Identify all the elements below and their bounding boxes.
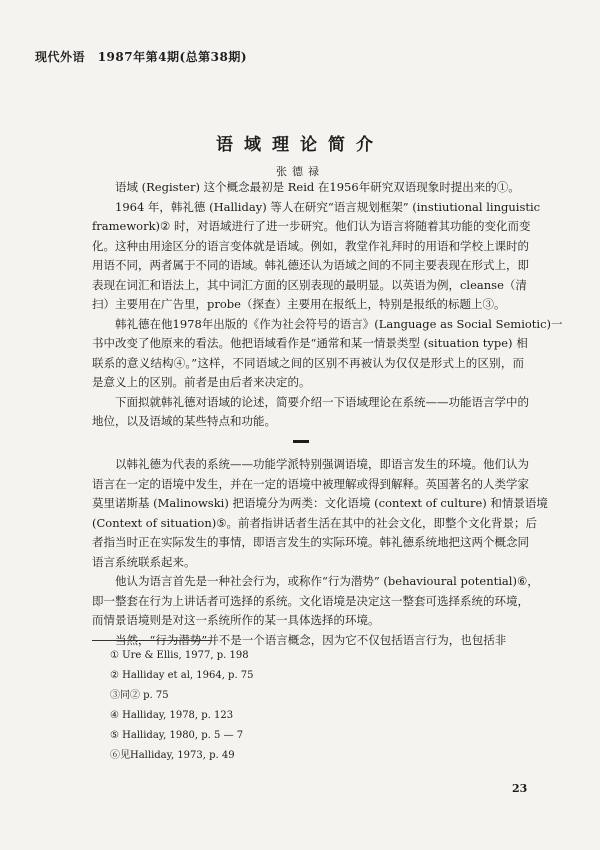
text-line: framework)② 时，对语域进行了进一步研究。他们认为语言将随着其功能的变化而变 bbox=[92, 219, 531, 233]
text-line: 以韩礼德为代表的系统——功能学派特别强调语境，即语言发生的环境。他们认为 bbox=[92, 457, 529, 471]
issue-info: 1987年第4期(总第38期) bbox=[97, 50, 248, 64]
text-line: 扫）主要用在广告里，probe（探查）主要用在报纸上，特别是报纸的标题上③。 bbox=[92, 297, 506, 311]
text-line: 化。这种由用途区分的语言变体就是语域。例如，教堂作礼拜时的用语和学校上课时的 bbox=[92, 238, 529, 253]
text-line: 联系的意义结构④。”这样，不同语域之间的区别不再被认为仅仅是形式上的区别，而 bbox=[92, 355, 524, 370]
footnote: ④ Halliday, 1978, p. 123 bbox=[110, 710, 234, 721]
article-title: 语域理论简介 bbox=[216, 135, 384, 155]
text-line: 表现在词汇和语法上，其中词汇方面的区别表现的最明显。以英语为例，cleanse（清 bbox=[92, 277, 527, 292]
article-author: 张德禄 bbox=[276, 165, 324, 178]
section-marker bbox=[293, 440, 309, 443]
footnote: ⑤ Halliday, 1980, p. 5 — 7 bbox=[110, 730, 244, 741]
text-line: 即一整套在行为上讲话者可选择的系统。文化语境是决定这一整套可选择系统的环境， bbox=[92, 593, 529, 608]
footnote: ② Halliday et al, 1964, p. 75 bbox=[110, 670, 254, 681]
text-line: 书中改变了他原来的看法。他把语域看作是“通常和某一情景类型 (situation type) 相 bbox=[92, 336, 528, 350]
text-line: 而情景语境则是对这一系统所作的某一具体选择的环境。 bbox=[92, 613, 380, 627]
footnote-rule bbox=[92, 640, 212, 641]
text-line: 者指当时正在实际发生的事情，即语言发生的实际环境。韩礼德系统地把这两个概念同 bbox=[92, 535, 529, 549]
running-header bbox=[35, 48, 255, 65]
text-line: 是意义上的区别。前者是由后者来决定的。 bbox=[92, 375, 311, 389]
text-line: 韩礼德在他1978年出版的《作为社会符号的语言》(Language as Social Semiotic)一 bbox=[92, 316, 563, 331]
text-line: 当然，“行为潜势”并不是一个语言概念，因为它不仅包括语言行为，也包括非 bbox=[92, 632, 507, 647]
text-line: 他认为语言首先是一种社会行为，或称作“行为潜势” (behavioural potential)⑥， bbox=[92, 574, 539, 588]
page-number: 23 bbox=[512, 782, 528, 795]
footnote: ① Ure & Ellis, 1977, p. 198 bbox=[110, 650, 249, 661]
text-line: 莫里诺斯基 (Malinowski) 把语境分为两类：文化语境 (context of culture) 和情景语境 bbox=[92, 496, 548, 510]
intro-body bbox=[92, 178, 563, 432]
section-body bbox=[92, 455, 548, 650]
journal-name: 现代外语 bbox=[35, 50, 86, 64]
text-line: 1964 年，韩礼德 (Halliday) 等人在研究“语言规划框架” (instiutional linguistic bbox=[92, 199, 541, 214]
footnotes bbox=[110, 646, 254, 766]
text-line: 语域 (Register) 这个概念最初是 Reid 在1956年研究双语现象时提出来的①。 bbox=[92, 180, 520, 194]
text-line: 语言在一定的语境中发生，并在一定的语境中被理解或得到解释。英国著名的人类学家 bbox=[92, 476, 529, 491]
footnote: ③同② p. 75 bbox=[110, 690, 169, 701]
text-line: 地位，以及语域的某些特点和功能。 bbox=[92, 414, 276, 428]
text-line: 下面拟就韩礼德对语域的论述，简要介绍一下语域理论在系统——功能语言学中的 bbox=[92, 394, 529, 409]
text-line: 语言系统联系起来。 bbox=[92, 554, 196, 569]
text-line: (Context of situation)⑤。前者指讲话者生活在其中的社会文化，即整个文化背景；后 bbox=[92, 515, 538, 530]
text-line: 用语不同，两者属于不同的语域。韩礼德还认为语域之间的不同主要表现在形式上，即 bbox=[92, 258, 529, 272]
footnote: ⑥见Halliday, 1973, p. 49 bbox=[110, 750, 235, 761]
